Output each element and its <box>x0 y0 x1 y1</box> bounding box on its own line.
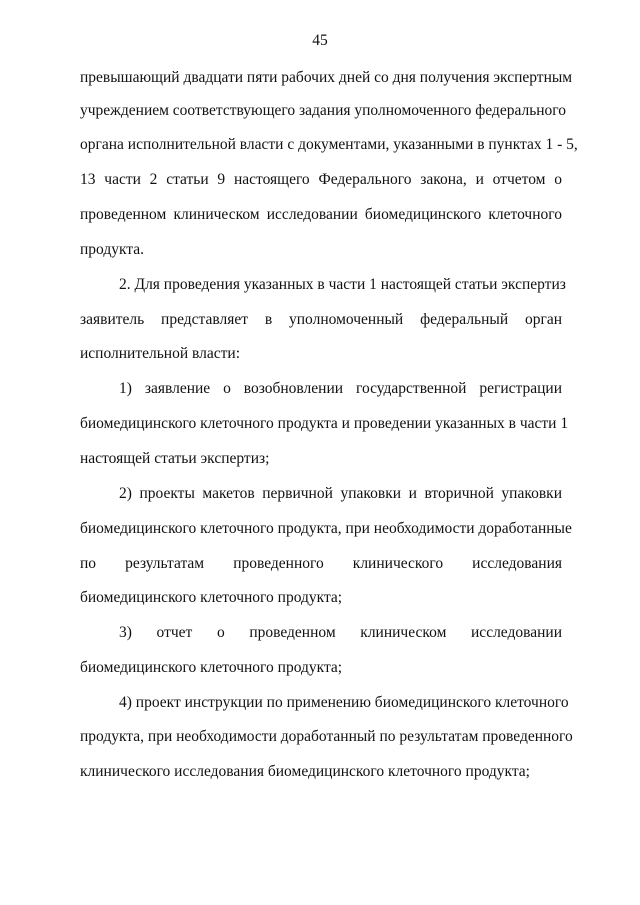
text-line: биомедицинского клеточного продукта, при необходимости доработанные <box>80 520 572 537</box>
list-item-first-line: 1) заявление о возобновлении государственной регистрации <box>119 380 562 397</box>
paragraph-first-line: 2. Для проведения указанных в части 1 настоящей статьи экспертиз <box>119 276 566 293</box>
list-item-first-line: 2) проекты макетов первичной упаковки и вторичной упаковки <box>119 485 562 502</box>
text-line: 13 части 2 статьи 9 настоящего Федерального закона, и отчетом о <box>80 171 562 188</box>
text-line: заявитель представляет в уполномоченный федеральный орган <box>80 311 562 328</box>
text-line: клинического исследования биомедицинского клеточного продукта; <box>80 763 530 780</box>
text-line: настоящей статьи экспертиз; <box>80 450 270 467</box>
text-line: органа исполнительной власти с документами, указанными в пунктах 1 - 5, <box>80 136 578 153</box>
list-item-first-line: 3) отчет о проведенном клиническом исследовании <box>119 624 562 641</box>
text-line: биомедицинского клеточного продукта; <box>80 659 343 676</box>
text-line: проведенном клиническом исследовании биомедицинского клеточного <box>80 206 562 223</box>
text-line: биомедицинского клеточного продукта и проведении указанных в части 1 <box>80 415 569 432</box>
list-item-first-line: 4) проект инструкции по применению биомедицинского клеточного <box>119 694 569 711</box>
text-line: продукта, при необходимости доработанный по результатам проведенного <box>80 728 573 745</box>
text-line: превышающий двадцати пяти рабочих дней со дня получения экспертным <box>80 69 573 86</box>
text-line: биомедицинского клеточного продукта; <box>80 589 343 606</box>
page-number: 45 <box>312 32 328 49</box>
text-line: исполнительной власти: <box>80 345 240 362</box>
text-line: продукта. <box>80 241 145 258</box>
text-line: по результатам проведенного клинического исследования <box>80 555 562 572</box>
text-line: учреждением соответствующего задания уполномоченного федерального <box>80 102 567 119</box>
